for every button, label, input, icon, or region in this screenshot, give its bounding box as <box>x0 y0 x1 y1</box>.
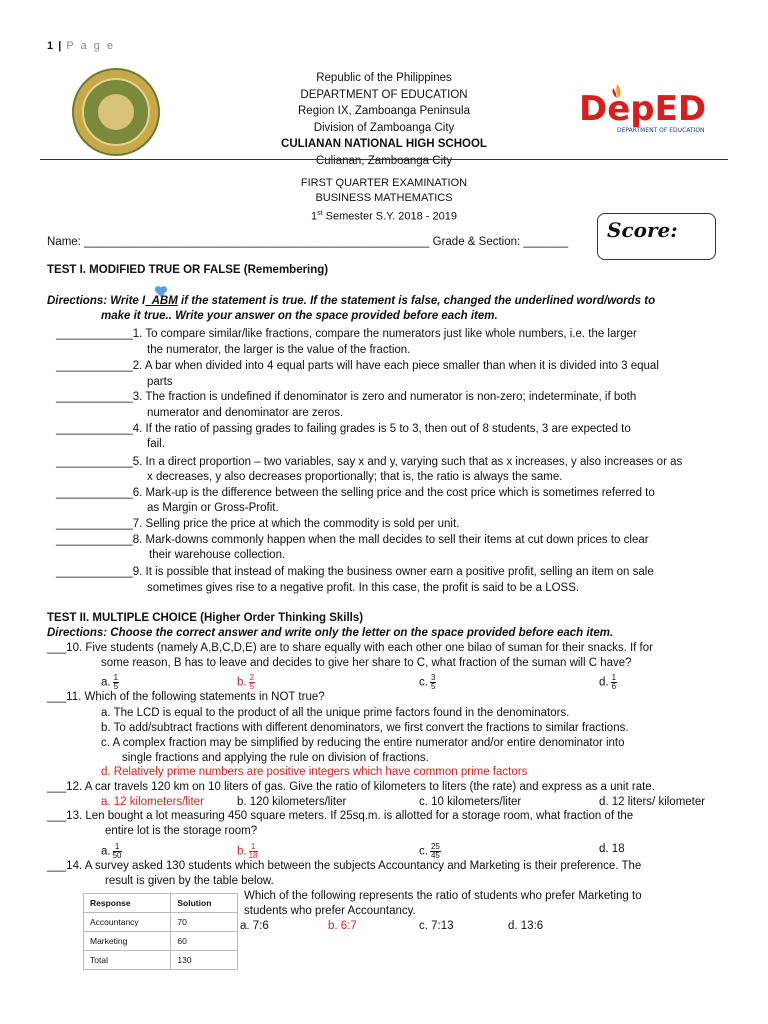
table-header: Solution <box>171 894 238 913</box>
q13: ___13. Len bought a lot measuring 450 square meters. If 25sq.m. is allotted for a storage room, what fraction of the <box>47 810 634 822</box>
test1-heading: TEST I. MODIFIED TRUE OR FALSE (Remembering) <box>47 264 329 276</box>
table-cell: 130 <box>171 951 238 970</box>
q11-option-a: a. The LCD is equal to the product of all the unique prime factors found in the denominators. <box>101 707 570 719</box>
header-divider <box>40 159 728 160</box>
table-cell: 70 <box>171 913 238 932</box>
q12-option-d: d. 12 liters/ kilometer <box>599 796 706 808</box>
q12: ___12. A car travels 120 km on 10 liters of gas. Give the ratio of kilometers to liters (the rate) and express as a unit rate. <box>47 781 655 793</box>
item-3-cont: numerator and denominator are zeros. <box>147 407 344 419</box>
q10-option-d: d. $\frac{1}{6}$ <box>599 673 617 691</box>
table-row <box>84 932 238 951</box>
q10-option-c: c. $\frac{3}{5}$ <box>419 673 436 691</box>
exam-title-block: FIRST QUARTER EXAMINATION BUSINESS MATHEMATICS 1st Semester S.Y. 2018 - 2019 <box>300 177 468 223</box>
item-3: ____________3. The fraction is undefined if denominator is zero and numerator is non-zero; indeterminate, if both <box>56 391 637 403</box>
item-9-cont: sometimes gives rise to a negative profit. In this case, the profit is said to be a LOSS. <box>147 582 580 594</box>
svg-text:DEPARTMENT OF EDUCATION: DEPARTMENT OF EDUCATION <box>617 127 705 134</box>
name-grade-line[interactable]: Name: ______________________________________________________ Grade & Section: _______ <box>47 236 569 248</box>
q11: ___11. Which of the following statements in NOT true? <box>47 691 325 703</box>
q14-option-a: a. 7:6 <box>240 920 269 932</box>
svg-text:DepED: DepED <box>579 89 707 129</box>
q14-cont: result is given by the table below. <box>105 875 274 887</box>
table-cell: Marketing <box>84 932 171 951</box>
table-row <box>84 951 238 970</box>
q12-option-c: c. 10 kilometers/liter <box>419 796 522 808</box>
q13-cont: entire lot is the storage room? <box>105 825 258 837</box>
deped-logo <box>577 78 717 138</box>
item-1: ____________1. To compare similar/like fractions, compare the numerators just like whole numbers, i.e. the larger <box>56 328 637 340</box>
q14-option-c: c. 7:13 <box>419 920 454 932</box>
q14-option-d: d. 13:6 <box>508 920 544 932</box>
item-5: ____________5. In a direct proportion – two variables, say x and y, varying such that as x increases, y also increases or as <box>56 456 683 468</box>
table-header-row <box>84 894 238 913</box>
q10-option-a: a. $\frac{1}{5}$ <box>101 673 119 691</box>
test2-heading: TEST II. MULTIPLE CHOICE (Higher Order Thinking Skills) <box>47 612 364 624</box>
table-cell: 60 <box>171 932 238 951</box>
table-cell: Total <box>84 951 171 970</box>
q11-option-d: d. Relatively prime numbers are positive integers which have common prime factors <box>101 766 528 778</box>
table-cell: Accountancy <box>84 913 171 932</box>
test2-directions: Directions: Choose the correct answer and write only the letter on the space provided before each item. <box>47 627 614 639</box>
q14-question: Which of the following represents the ratio of students who prefer Marketing to <box>244 890 642 902</box>
item-7: ____________7. Selling price the price at which the commodity is sold per unit. <box>56 518 460 530</box>
q13-option-c: c. $\frac{25}{45}$ <box>419 842 440 860</box>
item-6: ____________6. Mark-up is the difference between the selling price and the cost price which is sometimes referred to <box>56 487 655 499</box>
q14: ___14. A survey asked 130 students which between the subjects Accountancy and Marketing is their preference. The <box>47 860 642 872</box>
table-row <box>84 913 238 932</box>
item-2: ____________2. A bar when divided into 4 equal parts will have each piece smaller than when it is divided into 3 equal <box>56 360 659 372</box>
q14-question-cont: students who prefer Accountancy. <box>244 905 416 917</box>
item-4-cont: fail. <box>147 438 165 450</box>
page-number: 1 | P a g e <box>47 40 115 52</box>
q11-option-c-cont: single fractions and applying the rule on division of fractions. <box>122 752 429 764</box>
item-8-cont: their warehouse collection. <box>149 549 286 561</box>
item-8: ____________8. Mark-downs commonly happen when the mall decides to sell their items at cut down prices to clear <box>56 534 649 546</box>
item-2-cont: parts <box>147 376 173 388</box>
q12-option-b: b. 120 kilometers/liter <box>237 796 347 808</box>
q13-option-d: d. 18 <box>599 843 625 855</box>
table-header: Response <box>84 894 171 913</box>
q12-option-a: a. 12 kilometers/liter <box>101 796 204 808</box>
test1-directions: Directions: Write I ABM if the statement is true. If the statement is false, changed the underlined word/words to <box>47 295 656 307</box>
q10: ___10. Five students (namely A,B,C,D,E) are to share equally with each other one bilao of suman for their snacks. If for <box>47 642 653 654</box>
q14-option-b: b. 6:7 <box>328 920 357 932</box>
item-9: ____________9. It is possible that instead of making the business owner earn a positive profit, selling an item on sale <box>56 566 654 578</box>
document-header: Republic of the Philippines DEPARTMENT OF EDUCATION Region IX, Zamboanga Peninsula Division of Zamboanga City CULIANAN NATIONAL HIGH SCHOOL Culianan, Zamboanga City <box>281 72 487 167</box>
survey-table <box>83 893 238 970</box>
item-6-cont: as Margin or Gross-Profit. <box>147 502 279 514</box>
item-5-cont: x decreases, y also decreases proportionally; that is, the ratio is always the same. <box>147 471 563 483</box>
score-label: Score: <box>607 218 678 242</box>
q11-option-c: c. A complex fraction may be simplified by reducing the entire numerator and/or entire denominator into <box>101 737 625 749</box>
q13-option-b: b. $\frac{1}{18}$ <box>237 842 258 860</box>
q10-cont: some reason, B has to leave and decides to give her share to C, what fraction of the suman will C have? <box>101 657 632 669</box>
test1-directions-cont: make it true.. Write your answer on the space provided before each item. <box>101 310 498 322</box>
item-1-cont: the numerator, the larger is the value of the fraction. <box>147 344 411 356</box>
item-4: ____________4. If the ratio of passing grades to failing grades is 5 to 3, then out of 8 students, 3 are expected to <box>56 423 631 435</box>
q10-option-b: b. $\frac{2}{5}$ <box>237 673 255 691</box>
q13-option-a: a. $\frac{1}{50}$ <box>101 842 122 860</box>
q11-option-b: b. To add/subtract fractions with different denominators, we first convert the fractions to similar fractions. <box>101 722 629 734</box>
